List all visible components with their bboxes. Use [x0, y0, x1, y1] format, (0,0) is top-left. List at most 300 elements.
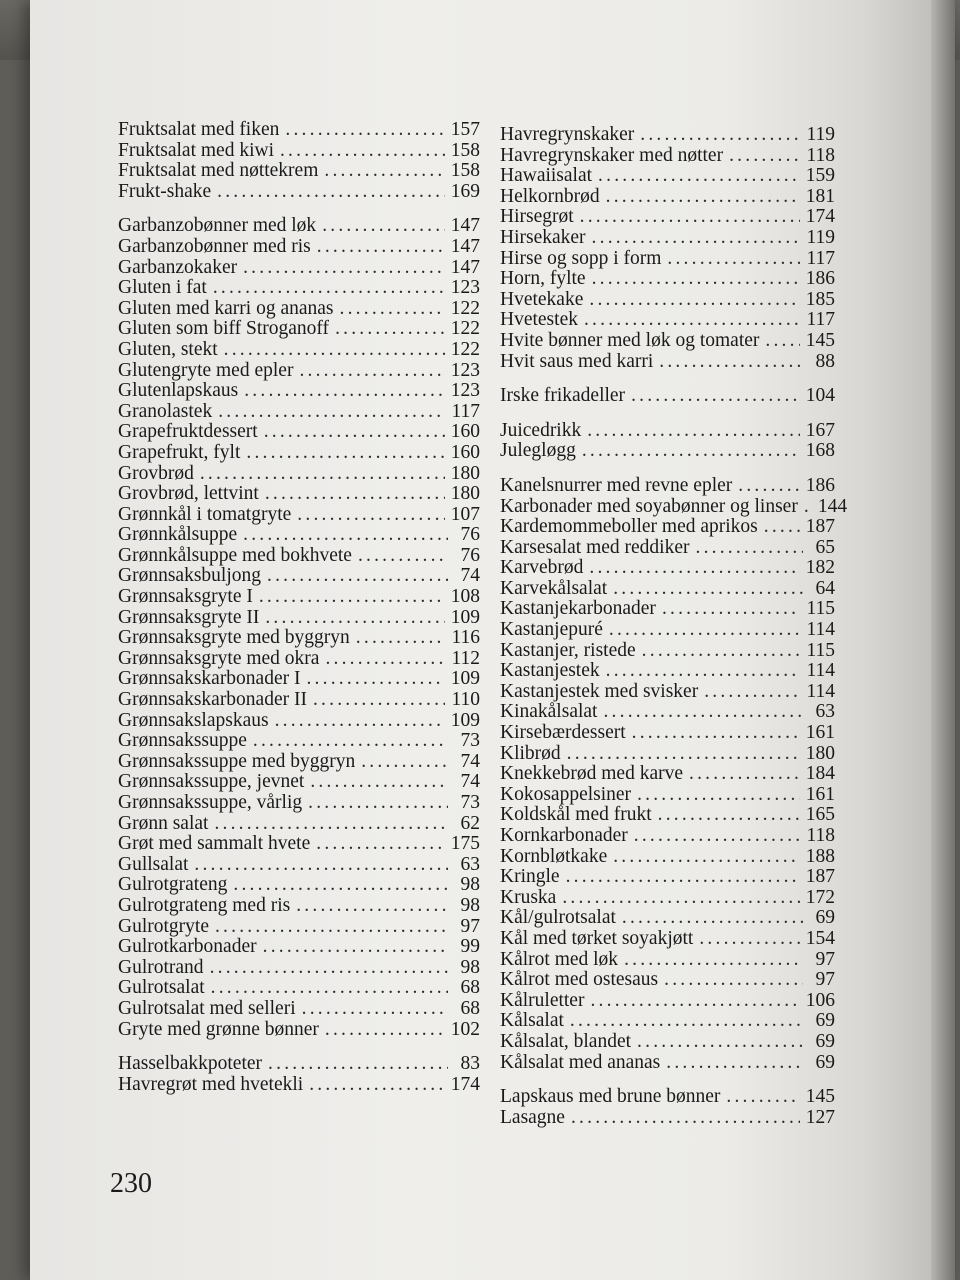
dot-leader: [265, 608, 444, 629]
index-entry: [118, 216, 480, 237]
index-entry: [500, 641, 835, 662]
entry-page-number: 88: [815, 350, 835, 372]
index-entry: [500, 1108, 835, 1129]
index-entry: [500, 682, 835, 703]
entry-page-number: 174: [450, 1073, 480, 1095]
dot-leader: [590, 991, 799, 1012]
entry-page-number: 117: [806, 247, 835, 269]
index-entry: [500, 723, 835, 744]
index-entry: [118, 896, 480, 917]
entry-page-number: 161: [805, 783, 835, 805]
index-entry: [500, 125, 835, 146]
index-entry: [118, 361, 480, 382]
dot-leader: [562, 888, 799, 909]
entry-title: Karsesalat med reddiker: [500, 536, 690, 558]
entry-title: Kastanjekarbonader: [500, 598, 656, 620]
index-column-left: [118, 120, 480, 1095]
entry-title: Kirsebærdessert: [500, 722, 626, 744]
index-entry: [118, 278, 480, 299]
dot-leader: [233, 875, 448, 896]
index-entry: [500, 702, 835, 723]
entry-title: Hawaiisalat: [500, 165, 593, 187]
entry-page-number: 106: [805, 989, 835, 1011]
entry-title: Horn, fylte: [500, 268, 586, 290]
dot-leader: [729, 146, 800, 167]
entry-title: Glutenlapskaus: [118, 380, 239, 402]
dot-leader: [215, 917, 448, 938]
dot-leader: [689, 764, 800, 785]
entry-title: Grønnsakskarbonader I: [118, 668, 301, 690]
entry-title: Hvetestek: [500, 309, 578, 331]
index-entry: [500, 991, 835, 1012]
dot-leader: [592, 228, 801, 249]
index-entry: [118, 1054, 480, 1075]
index-entry: [500, 847, 835, 868]
dot-leader: [325, 649, 445, 670]
entry-title: Gulrotgrateng: [118, 874, 228, 896]
entry-title: Lasagne: [500, 1106, 565, 1128]
index-entry: [118, 855, 480, 876]
dot-leader: [567, 744, 800, 765]
entry-page-number: 180: [805, 742, 835, 764]
dot-leader: [637, 785, 800, 806]
entry-page-number: 116: [451, 627, 480, 649]
entry-title: Grønnsakslapskaus: [118, 709, 269, 731]
entry-page-number: 119: [806, 226, 835, 248]
entry-page-number: 63: [815, 701, 835, 723]
dot-leader: [308, 793, 448, 814]
index-entry: [118, 937, 480, 958]
entry-title: Gulrotsalat med selleri: [118, 997, 296, 1019]
entry-page-number: 180: [450, 483, 480, 505]
entry-page-number: 147: [450, 215, 480, 237]
entry-title: Juicedrikk: [500, 419, 582, 441]
index-entry: [118, 443, 480, 464]
group-spacer: [118, 1040, 480, 1054]
entry-page-number: 97: [815, 969, 835, 991]
index-entry: [500, 805, 835, 826]
entry-page-number: 175: [450, 833, 480, 855]
entry-page-number: 147: [450, 235, 480, 257]
entry-title: Gluten med karri og ananas: [118, 297, 334, 319]
dot-leader: [302, 999, 448, 1020]
index-entry: [500, 310, 835, 331]
index-entry: [118, 793, 480, 814]
dot-leader: [358, 546, 448, 567]
entry-page-number: 98: [460, 874, 480, 896]
entry-title: Hvite bønner med løk og tomater: [500, 329, 760, 351]
entry-page-number: 158: [450, 160, 480, 182]
entry-page-number: 65: [815, 536, 835, 558]
index-entry: [500, 826, 835, 847]
entry-title: Fruktsalat med kiwi: [118, 139, 274, 161]
entry-title: Kruska: [500, 886, 557, 908]
entry-title: Grønnkålsuppe: [118, 524, 238, 546]
dot-leader: [570, 1011, 803, 1032]
entry-title: Gluten som biff Stroganoff: [118, 318, 330, 340]
dot-leader: [667, 249, 800, 270]
entry-title: Koldskål med frukt: [500, 804, 652, 826]
entry-title: Hasselbakkpoteter: [118, 1053, 263, 1075]
entry-title: Grønnsakskarbonader II: [118, 689, 307, 711]
dot-leader: [253, 731, 448, 752]
dot-leader: [624, 950, 803, 971]
entry-page-number: 172: [805, 886, 835, 908]
entry-title: Grønnsakssuppe, vårlig: [118, 792, 303, 813]
index-entry: [118, 258, 480, 279]
entry-page-number: 127: [805, 1106, 835, 1128]
index-entry: [500, 476, 835, 497]
entry-title: Fruktsalat med nøttekrem: [118, 160, 319, 182]
entry-title: Garbanzokaker: [118, 256, 238, 278]
index-entry: [118, 141, 480, 162]
entry-title: Gulrotgryte: [118, 915, 209, 937]
index-entry: [500, 908, 835, 929]
dot-leader: [613, 579, 803, 600]
index-entry: [500, 352, 835, 373]
entry-title: Kornkarbonader: [500, 825, 628, 846]
index-entry: [500, 744, 835, 765]
index-entry: [118, 917, 480, 938]
dot-leader: [637, 1032, 803, 1053]
entry-page-number: 122: [450, 338, 480, 360]
entry-title: Kringle: [500, 866, 560, 888]
dot-leader: [335, 319, 445, 340]
index-entry: [118, 299, 480, 320]
entry-title: Kardemommeboller med aprikos: [500, 516, 758, 538]
dot-leader: [265, 484, 445, 505]
dot-leader: [603, 702, 803, 723]
index-entry: [500, 441, 835, 462]
dot-leader: [662, 599, 801, 620]
entry-page-number: 154: [805, 927, 835, 949]
dot-leader: [325, 1020, 445, 1041]
entry-page-number: 115: [806, 598, 835, 620]
dot-leader: [606, 187, 800, 208]
dot-leader: [606, 661, 801, 682]
index-entry: [500, 970, 835, 991]
dot-leader: [592, 269, 800, 290]
entry-title: Irske frikadeller: [500, 385, 626, 407]
index-entry: [118, 752, 480, 773]
index-entry: [118, 608, 480, 629]
entry-title: Karbonader med soyabønner og linser: [500, 495, 798, 517]
entry-title: Klibrød: [500, 742, 561, 764]
index-entry: [500, 1032, 835, 1053]
dot-leader: [764, 517, 800, 538]
dot-leader: [218, 402, 445, 423]
dot-leader: [246, 443, 444, 464]
index-entry: [118, 978, 480, 999]
index-entry: [500, 249, 835, 270]
index-entry: [500, 187, 835, 208]
index-entry: [500, 207, 835, 228]
entry-page-number: 69: [815, 1030, 835, 1052]
entry-page-number: 144: [817, 495, 848, 517]
index-entry: [118, 546, 480, 567]
dot-leader: [340, 299, 445, 320]
entry-page-number: 107: [450, 503, 480, 525]
dot-leader: [632, 723, 800, 744]
index-entry: [500, 558, 835, 579]
dot-leader: [264, 422, 445, 443]
dot-leader: [313, 690, 445, 711]
entry-title: Gryte med grønne bønner: [118, 1018, 319, 1040]
group-spacer: [500, 1073, 835, 1087]
index-entry: [118, 669, 480, 690]
dot-leader: [309, 1075, 445, 1096]
entry-page-number: 185: [805, 288, 835, 310]
entry-title: Havregrøt med hvetekli: [118, 1073, 304, 1095]
index-entry: [500, 764, 835, 785]
index-entry: [118, 237, 480, 258]
entry-title: Grønnsakssuppe: [118, 730, 247, 752]
entry-page-number: 159: [805, 165, 835, 187]
entry-title: Grønnsaksgryte med okra: [118, 647, 320, 669]
dot-leader: [224, 340, 445, 361]
entry-page-number: 182: [805, 557, 835, 579]
dot-leader: [299, 361, 444, 382]
entry-title: Kålsalat: [500, 1010, 564, 1032]
entry-title: Kålrot med ostesaus: [500, 969, 659, 991]
index-entry: [118, 772, 480, 793]
entry-title: Grøt med sammalt hvete: [118, 833, 311, 855]
dot-leader: [213, 278, 445, 299]
entry-title: Gulrotrand: [118, 956, 204, 978]
entry-title: Kastanjer, ristede: [500, 639, 636, 661]
entry-page-number: 123: [450, 380, 480, 402]
dot-leader: [666, 1053, 803, 1074]
entry-page-number: 186: [805, 268, 835, 290]
dot-leader: [356, 628, 446, 649]
index-entry: [118, 525, 480, 546]
entry-page-number: 110: [451, 689, 480, 711]
dot-leader: [316, 834, 445, 855]
dot-leader: [259, 587, 445, 608]
entry-page-number: 102: [450, 1018, 480, 1040]
index-entry: [500, 1053, 835, 1074]
index-entry: [500, 1087, 835, 1108]
entry-page-number: 64: [815, 577, 835, 599]
entry-title: Kastanjestek med svisker: [500, 680, 699, 702]
index-entry: [500, 950, 835, 971]
index-entry: [500, 146, 835, 167]
entry-page-number: 169: [450, 180, 480, 202]
index-entry: [118, 340, 480, 361]
index-entry: [118, 1020, 480, 1041]
dot-leader: [267, 566, 448, 587]
index-entry: [118, 182, 480, 203]
dot-leader: [640, 125, 800, 146]
dot-leader: [664, 970, 803, 991]
dot-leader: [571, 1108, 800, 1129]
dot-leader: [194, 855, 448, 876]
entry-title: Kokosappelsiner: [500, 783, 632, 805]
entry-title: Garbanzobønner med løk: [118, 215, 317, 237]
entry-page-number: 118: [806, 144, 835, 166]
entry-title: Lapskaus med brune bønner: [500, 1086, 721, 1108]
dot-leader: [214, 814, 448, 835]
entry-page-number: 108: [450, 586, 480, 608]
dot-leader: [738, 476, 799, 497]
entry-title: Kålsalat med ananas: [500, 1051, 661, 1073]
dot-leader: [306, 669, 444, 690]
entry-page-number: 98: [460, 894, 480, 916]
index-entry: [118, 161, 480, 182]
entry-title: Fruktsalat med fiken: [118, 119, 280, 140]
entry-page-number: 114: [806, 660, 835, 682]
entry-title: Hirse og sopp i form: [500, 247, 662, 269]
index-entry: [118, 319, 480, 340]
dot-leader: [361, 752, 448, 773]
entry-page-number: 122: [450, 297, 480, 319]
dot-leader: [634, 826, 801, 847]
entry-page-number: 114: [806, 619, 835, 641]
entry-title: Grovbrød: [118, 462, 194, 484]
index-entry: [500, 1011, 835, 1032]
entry-page-number: 158: [450, 139, 480, 161]
entry-page-number: 74: [460, 565, 480, 587]
entry-page-number: 83: [460, 1053, 480, 1075]
index-entry: [118, 958, 480, 979]
entry-page-number: 62: [460, 812, 480, 834]
entry-page-number: 63: [460, 853, 480, 875]
entry-page-number: 187: [805, 516, 835, 538]
entry-page-number: 112: [451, 647, 480, 669]
entry-title: Gulrotsalat: [118, 977, 205, 999]
entry-page-number: 160: [450, 441, 480, 463]
entry-page-number: 147: [450, 256, 480, 278]
entry-page-number: 104: [805, 385, 835, 407]
dot-leader: [804, 497, 812, 518]
entry-page-number: 123: [450, 359, 480, 381]
index-entry: [500, 421, 835, 442]
entry-page-number: 69: [815, 1051, 835, 1073]
page-number: 230: [110, 1168, 152, 1199]
entry-title: Hvetekake: [500, 288, 584, 310]
entry-page-number: 97: [460, 915, 480, 937]
index-entry: [500, 228, 835, 249]
entry-page-number: 168: [805, 440, 835, 462]
entry-title: Grønnsaksbuljong: [118, 565, 261, 587]
dot-leader: [217, 182, 445, 203]
dot-leader: [589, 290, 799, 311]
index-entry: [118, 381, 480, 402]
entry-title: Helkornbrød: [500, 185, 600, 207]
dot-leader: [322, 216, 445, 237]
dot-leader: [704, 682, 800, 703]
entry-title: Granolastek: [118, 400, 213, 422]
entry-page-number: 160: [450, 421, 480, 443]
entry-title: Grønnkål i tomatgryte: [118, 503, 292, 525]
entry-title: Grønnsaksgryte II: [118, 606, 260, 628]
entry-title: Knekkebrød med karve: [500, 763, 684, 785]
dot-leader: [275, 711, 445, 732]
entry-title: Kål/gulrotsalat: [500, 907, 616, 929]
entry-page-number: 109: [450, 668, 480, 690]
dot-leader: [310, 772, 448, 793]
dot-leader: [580, 207, 800, 228]
index-entry: [500, 867, 835, 888]
entry-title: Grovbrød, lettvint: [118, 483, 259, 505]
dot-leader: [589, 558, 799, 579]
entry-title: Gluten i fat: [118, 277, 207, 299]
entry-page-number: 74: [460, 750, 480, 772]
entry-page-number: 186: [805, 474, 835, 496]
entry-title: Kålruletter: [500, 989, 585, 1011]
index-entry: [118, 422, 480, 443]
group-spacer: [500, 462, 835, 476]
dot-leader: [598, 166, 800, 187]
dot-leader: [642, 641, 801, 662]
entry-title: Garbanzobønner med ris: [118, 235, 311, 257]
index-column-right: [500, 124, 848, 1128]
dot-leader: [622, 908, 803, 929]
entry-page-number: 97: [815, 948, 835, 970]
entry-page-number: 109: [450, 606, 480, 628]
entry-page-number: 73: [460, 792, 480, 813]
entry-page-number: 117: [451, 400, 480, 422]
dot-leader: [613, 847, 800, 868]
index-entry: [118, 649, 480, 670]
entry-page-number: 167: [805, 419, 835, 441]
index-entry: [118, 731, 480, 752]
entry-title: Gulrotkarbonader: [118, 936, 257, 958]
entry-title: Kornbløtkake: [500, 845, 608, 867]
entry-page-number: 73: [460, 730, 480, 752]
entry-page-number: 187: [805, 866, 835, 888]
index-entry: [118, 1075, 480, 1096]
dot-leader: [210, 958, 448, 979]
entry-page-number: 181: [805, 185, 835, 207]
index-entry: [500, 785, 835, 806]
dot-leader: [244, 381, 445, 402]
entry-title: Havregrynskaker: [500, 124, 635, 145]
dot-leader: [280, 141, 445, 162]
group-spacer: [500, 372, 835, 386]
entry-title: Kastanjestek: [500, 660, 600, 682]
dot-leader: [211, 978, 448, 999]
entry-page-number: 188: [805, 845, 835, 867]
index-entry: [118, 587, 480, 608]
entry-page-number: 114: [806, 680, 835, 702]
entry-page-number: 122: [450, 318, 480, 340]
entry-title: Kålsalat, blandet: [500, 1030, 632, 1052]
index-entry: [500, 166, 835, 187]
entry-title: Gulrotgrateng med ris: [118, 894, 291, 916]
entry-page-number: 118: [806, 825, 835, 846]
index-entry: [500, 888, 835, 909]
index-entry: [118, 484, 480, 505]
entry-title: Kanelsnurrer med revne epler: [500, 474, 733, 496]
dot-leader: [726, 1087, 799, 1108]
entry-page-number: 184: [805, 763, 835, 785]
dot-leader: [268, 1054, 448, 1075]
entry-page-number: 68: [460, 977, 480, 999]
index-entry: [118, 690, 480, 711]
entry-page-number: 161: [805, 722, 835, 744]
index-entry: [118, 566, 480, 587]
entry-title: Havregrynskaker med nøtter: [500, 144, 724, 166]
dot-leader: [200, 464, 445, 485]
index-entry: [500, 331, 835, 352]
entry-page-number: 180: [450, 462, 480, 484]
entry-page-number: 68: [460, 997, 480, 1019]
index-entry: [500, 661, 835, 682]
entry-title: Hirsegrøt: [500, 206, 574, 228]
entry-title: Grønn salat: [118, 812, 209, 834]
index-entry: [500, 517, 835, 538]
